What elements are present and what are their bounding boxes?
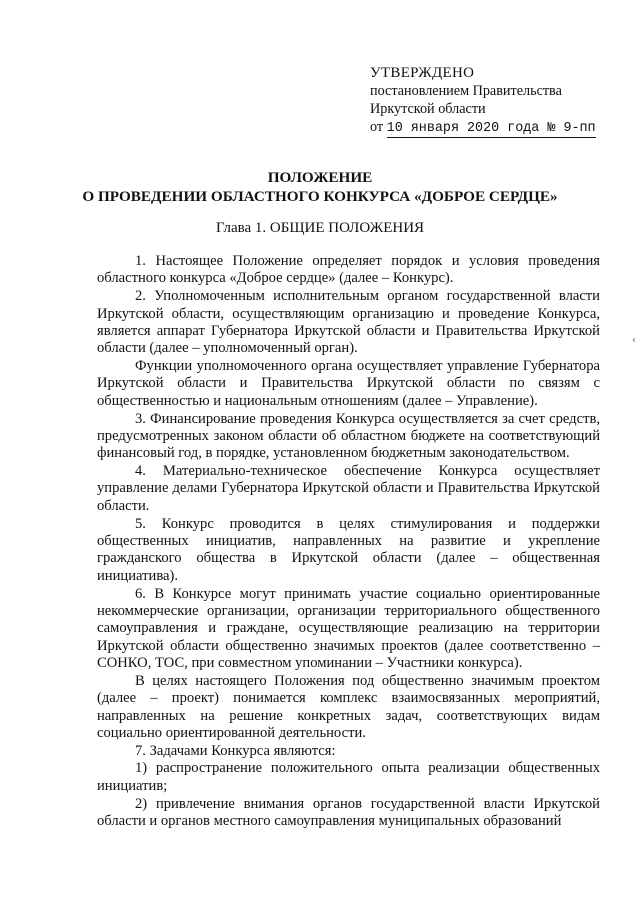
page-edge-mark: ‹ <box>632 335 636 346</box>
paragraph: 7. Задачами Конкурса являются: <box>135 742 336 759</box>
paragraph: 3. Финансирование проведения Конкурса осуществляется за счет средств, предусмотренных законом области об областном бюджете на соответствующий финансовый год, в порядке, установленном бюджетным законодательством. <box>97 410 600 462</box>
approval-date-value: 10 января 2020 года № 9-пп <box>386 121 596 136</box>
paragraph: 1. Настоящее Положение определяет порядок и условия проведения областного конкурса «Доброе сердце» (далее – Конкурс). <box>97 253 600 287</box>
paragraph: В целях настоящего Положения под общественно значимым проектом (далее – проект) понимается комплекс взаимосвязанных мероприятий, направленных на решение конкретных задач, соответствующих видам социально ориентированной деятельности. <box>97 672 600 742</box>
approval-line-2: Иркутской области <box>370 101 486 117</box>
approval-heading: УТВЕРЖДЕНО <box>370 65 475 81</box>
paragraph: 6. В Конкурсе могут принимать участие социально ориентированные некоммерческие организации, организации территориального общественного самоуправления и граждане, осуществляющие реализацию на территории Иркутской области общественно значимых проектов (далее соответственно – СОНКО, ТОС, при совместном упоминании – Участники конкурса). <box>97 585 600 672</box>
document-title <box>40 168 600 206</box>
document-title-line-2: О ПРОВЕДЕНИИ ОБЛАСТНОГО КОНКУРСА «ДОБРОЕ СЕРДЦЕ» <box>82 188 558 205</box>
approval-block <box>370 64 632 138</box>
chapter-heading: Глава 1. ОБЩИЕ ПОЛОЖЕНИЯ <box>215 220 425 236</box>
document-title-line-1: ПОЛОЖЕНИЕ <box>267 169 373 186</box>
paragraph: 1) распространение положительного опыта реализации общественных инициатив; <box>97 760 600 794</box>
approval-date-prefix: от <box>370 119 384 135</box>
document-body <box>97 253 600 830</box>
approval-date-line <box>370 118 632 138</box>
paragraph: 2. Уполномоченным исполнительным органом государственной власти Иркутской области, осуществляющим организацию и проведение Конкурса, является аппарат Губернатора Иркутской области и Правительства Иркутской области (далее – уполномоченный орган). <box>97 288 600 357</box>
paragraph: 4. Материально-техническое обеспечение Конкурса осуществляет управление делами Губернатора Иркутской области и Правительства Иркутской области. <box>97 463 600 514</box>
paragraph: Функции уполномоченного органа осуществляет управление Губернатора Иркутской области и Правительства Иркутской области по связям с общественностью и национальным отношениям (далее – Управление). <box>97 358 600 409</box>
paragraph: 2) привлечение внимания органов государственной власти Иркутской области и органов местного самоуправления муниципальных образований <box>97 795 600 829</box>
approval-line-1: постановлением Правительства <box>370 83 562 99</box>
paragraph: 5. Конкурс проводится в целях стимулирования и поддержки общественных инициатив, направленных на развитие и укрепление гражданского общества в Иркутской области (далее – общественная инициатива). <box>97 515 600 584</box>
